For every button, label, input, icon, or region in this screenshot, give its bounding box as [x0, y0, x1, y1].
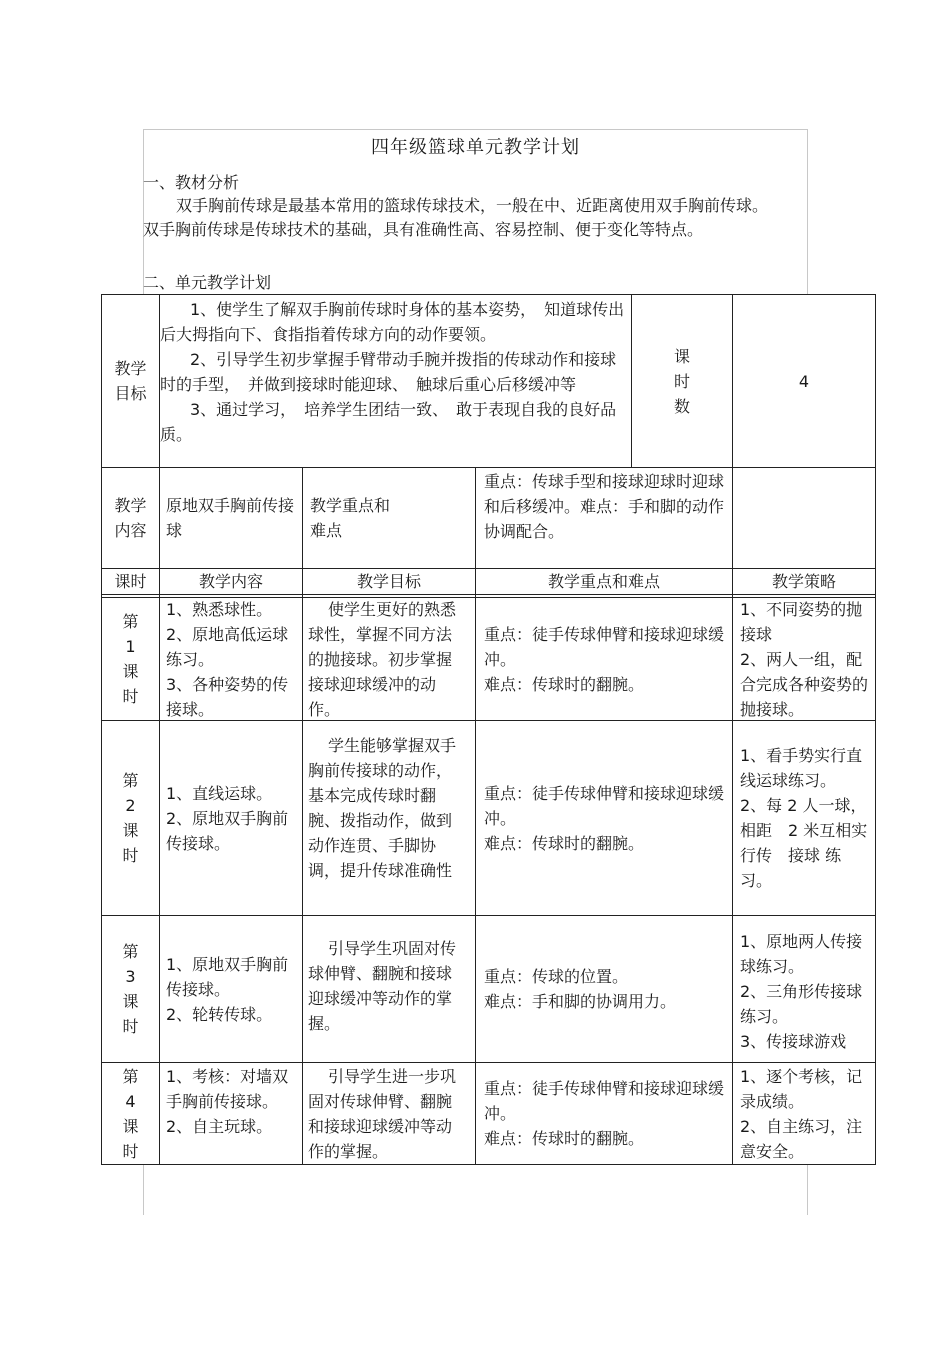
lesson-label-cell	[102, 916, 159, 1062]
lesson-focus-item: 重点：徒手传球伸臂和接球迎球缓冲。	[484, 1079, 725, 1123]
lesson-focus-item: 难点：传球时的翻腕。	[484, 674, 645, 694]
lesson-label: 第2课时	[122, 771, 139, 865]
hours-value-cell	[733, 295, 875, 467]
page-frame-right-bottom	[807, 1165, 808, 1215]
lesson-focus-item: 重点：徒手传球伸臂和接球迎球缓冲。	[484, 783, 725, 828]
lesson-strategy-item: 2、每 2 人一球，相距 2 米互相实行传 接球 练习。	[740, 796, 868, 890]
lesson-content	[166, 597, 294, 722]
lesson-focus	[484, 916, 726, 1062]
table-border	[875, 294, 876, 1165]
focus-text-cell	[484, 469, 724, 544]
table-border	[101, 594, 876, 595]
goals-label: 教学目标	[114, 359, 147, 403]
analysis-paragraph: 双手胸前传球是最基本常用的篮球传球技术，一般在中、近距离使用双手胸前传球。双手胸前传球是传球技术的基础，具有准确性高、容易控制、便于变化等特点。	[143, 196, 769, 239]
lesson-label-cell	[102, 1063, 159, 1164]
lesson-content-item: 1、原地双手胸前传接球。	[166, 954, 289, 999]
page-frame-left-bottom	[143, 1165, 144, 1215]
lesson-label-cell	[102, 598, 159, 720]
header-hour: 课时	[114, 572, 147, 591]
content-cell	[166, 468, 296, 568]
content-label-cell	[102, 468, 159, 568]
table-border	[101, 1164, 876, 1165]
lesson-strategy-item: 2、自主练习，注意安全。	[740, 1117, 863, 1161]
lesson-goal-text: 引导学生巩固对传球伸臂、翻腕和接球迎球缓冲等动作的掌握。	[308, 939, 457, 1033]
lesson-content-item: 2、轮转传球。	[166, 1004, 273, 1024]
focus-text: 重点：传球手型和接球迎球时迎球和后移缓冲。难点：手和脚的动作协调配合。	[484, 472, 725, 541]
lesson-label: 第4课时	[122, 1066, 139, 1161]
goals-label-cell	[102, 295, 159, 467]
lesson-focus	[484, 1063, 726, 1164]
header-goal: 教学目标	[356, 572, 421, 591]
lesson-label-cell	[102, 721, 159, 915]
focus-label: 教学重点和难点	[310, 496, 391, 540]
lesson-focus-item: 重点：传球的位置。	[484, 967, 629, 986]
goal-item-2: 2、引导学生初步掌握手臂带动手腕并拨指的传球动作和接球时的手型， 并做到接球时能迎球、 触球后重心后移缓冲等	[160, 350, 617, 394]
goal-item-1: 1、使学生了解双手胸前传球时身体的基本姿势， 知道球传出后大拇指向下、食指指着传球方向的动作要领。	[160, 300, 625, 344]
lesson-focus-item: 难点：传球时的翻腕。	[484, 833, 645, 853]
lesson-strategy	[740, 929, 868, 1054]
lesson-content-item: 2、原地双手胸前传接球。	[166, 808, 289, 853]
lesson-content	[166, 916, 294, 1062]
lesson-goal	[308, 597, 458, 722]
hours-label: 课时数	[673, 346, 690, 416]
lesson-strategy-item: 2、两人一组，配合完成各种姿势的抛接球。	[740, 650, 869, 719]
page-frame-top	[143, 129, 808, 130]
content-label: 教学内容	[114, 496, 147, 540]
section-heading-plan: 二、单元教学计划	[143, 273, 272, 292]
lesson-strategy-item: 1、逐个考核，记录成绩。	[740, 1067, 863, 1111]
goal-item-3: 3、通过学习， 培养学生团结一致、 敢于表现自我的良好品质。	[160, 400, 617, 444]
lesson-focus-item: 难点：手和脚的协调用力。	[484, 992, 677, 1011]
lesson-content	[166, 1064, 294, 1139]
lesson-content-item: 2、自主玩球。	[166, 1117, 273, 1136]
lesson-goal	[308, 916, 460, 1056]
lesson-strategy-item: 1、原地两人传接球练习。	[740, 932, 863, 976]
focus-label-cell	[310, 468, 400, 568]
hours-label-cell	[632, 295, 732, 467]
lesson-strategy-item: 1、看手势实行直线运球练习。	[740, 746, 863, 790]
lesson-goal-text: 使学生更好的熟悉球性，掌握不同方法的抛接球。初步掌握接球迎球缓冲的动作。	[308, 600, 457, 719]
lesson-goal-text: 学生能够掌握双手胸前传接球的动作，基本完成传球时翻腕、拨指动作，做到动作连贯、手脚协调，提升传球准确性	[308, 736, 457, 880]
lesson-strategy	[740, 597, 868, 722]
lesson-focus	[484, 598, 726, 720]
lesson-content	[166, 721, 294, 915]
lesson-strategy	[740, 1064, 868, 1164]
page-title: 四年级篮球单元教学计划	[371, 137, 580, 158]
goals-cell	[160, 295, 630, 447]
header-strategy: 教学策略	[771, 572, 836, 591]
lesson-content-item: 3、各种姿势的传接球。	[166, 675, 289, 719]
lesson-focus	[484, 721, 726, 915]
lesson-content-item: 1、考核：对墙双手胸前传接球。	[166, 1067, 289, 1111]
lesson-label: 第3课时	[122, 942, 139, 1036]
lesson-content-item: 1、熟悉球性。	[166, 600, 273, 619]
lesson-strategy-item: 2、三角形传接球练习。	[740, 982, 863, 1026]
section-heading-analysis: 一、教材分析	[143, 173, 240, 192]
header-content: 教学内容	[198, 572, 263, 591]
lesson-content-item: 2、原地高低运球练习。	[166, 625, 289, 669]
lesson-goal	[308, 733, 460, 883]
lesson-goal-text: 引导学生进一步巩固对传球伸臂、翻腕和接球迎球缓冲等动作的掌握。	[308, 1067, 457, 1161]
lesson-focus-item: 难点：传球时的翻腕。	[484, 1129, 645, 1148]
lesson-goal	[308, 1064, 460, 1164]
lesson-content-item: 1、直线运球。	[166, 783, 273, 803]
lesson-focus-item: 重点：徒手传球伸臂和接球迎球缓冲。	[484, 624, 725, 669]
header-focus: 教学重点和难点	[547, 572, 660, 591]
hours-value: 4	[798, 371, 810, 391]
content-text: 原地双手胸前传接球	[166, 496, 295, 540]
lesson-strategy	[740, 721, 870, 915]
lesson-label: 第1课时	[122, 612, 139, 706]
lesson-strategy-item: 3、传接球游戏	[740, 1032, 847, 1051]
lesson-strategy-item: 1、不同姿势的抛接球	[740, 600, 863, 644]
